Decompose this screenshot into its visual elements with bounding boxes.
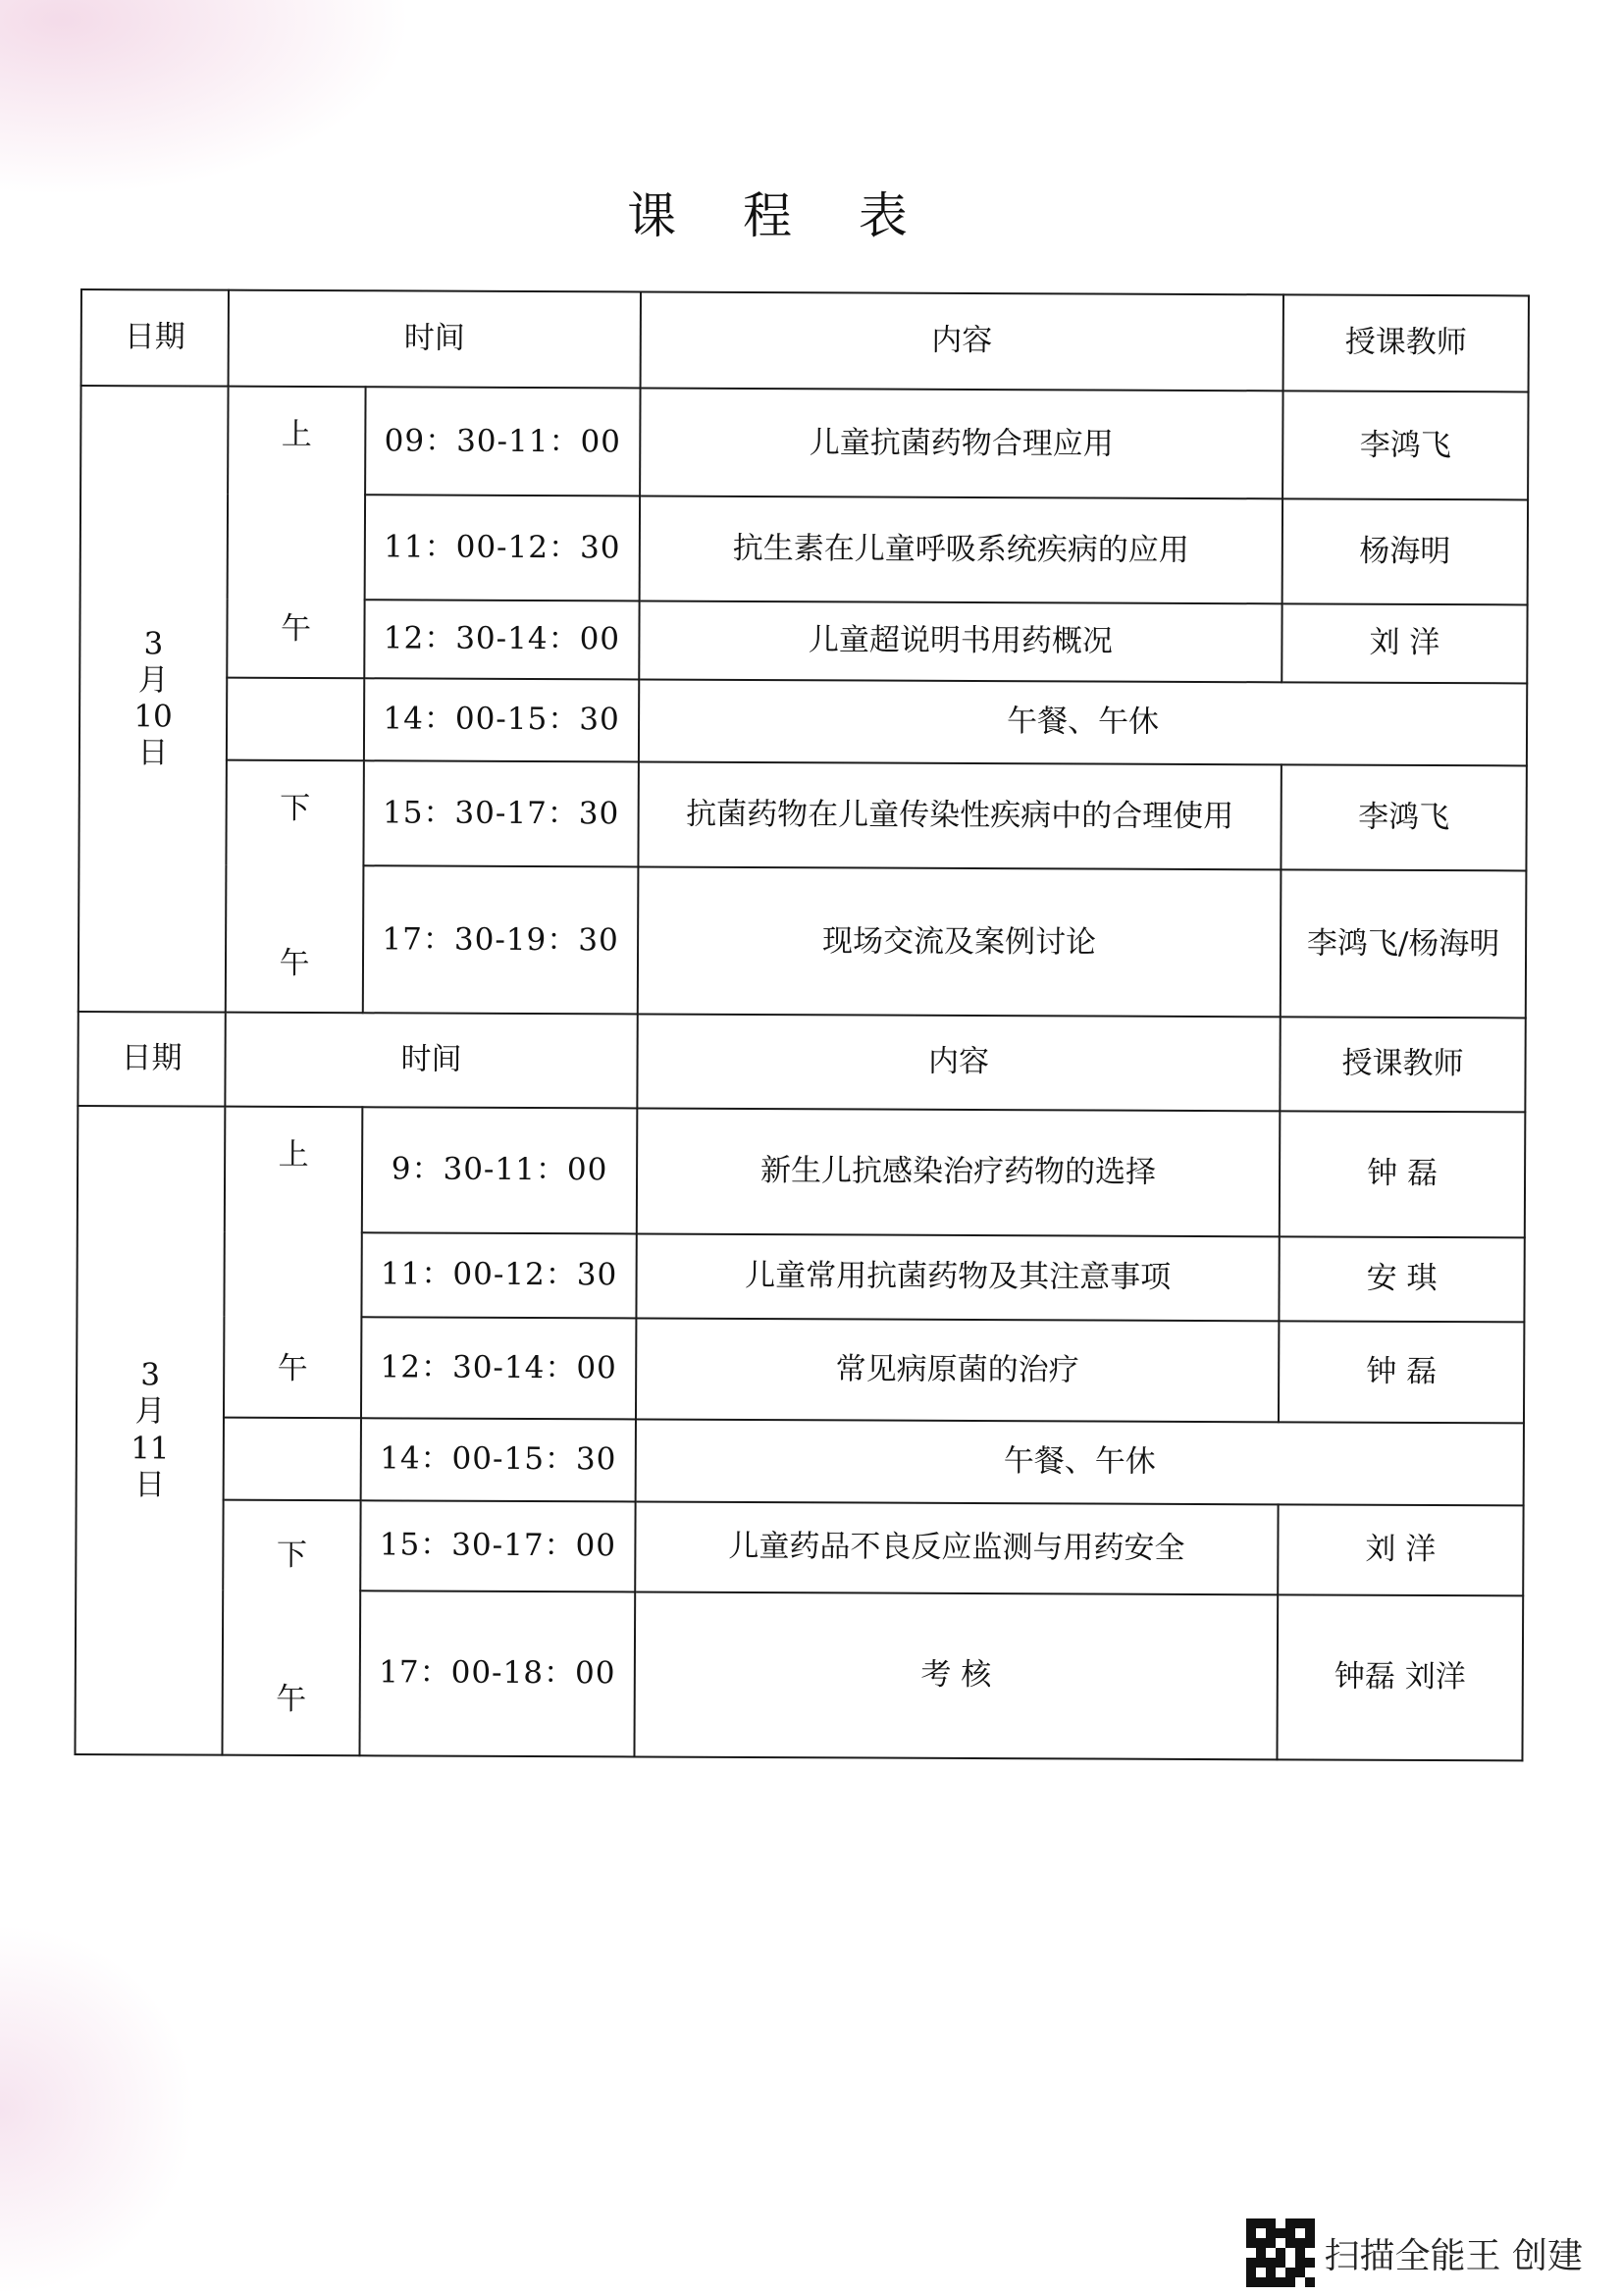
- teacher-cell: 刘 洋: [1282, 603, 1527, 683]
- teacher-cell: 李鸿飞/杨海明: [1281, 870, 1527, 1018]
- time-cell: 14：00-15：30: [364, 678, 639, 761]
- teacher-cell: 钟 磊: [1279, 1321, 1524, 1423]
- time-cell: 15：30-17：30: [363, 760, 638, 866]
- content-cell: 现场交流及案例讨论: [638, 867, 1282, 1018]
- schedule-table: [74, 288, 1530, 1761]
- time-cell: 17：30-19：30: [363, 866, 639, 1015]
- header-row: [78, 1012, 1525, 1112]
- header-teacher: 授课教师: [1283, 294, 1529, 391]
- teacher-cell: 钟磊 刘洋: [1277, 1594, 1523, 1760]
- header-content: 内容: [641, 291, 1283, 391]
- scan-tint: [0, 0, 412, 196]
- content-cell: 抗菌药物在儿童传染性疾病中的合理使用: [638, 761, 1281, 869]
- time-cell: 9：30-11：00: [362, 1107, 638, 1233]
- time-cell: 12：30-14：00: [361, 1317, 636, 1419]
- header-content: 内容: [637, 1014, 1280, 1111]
- scan-tint: [0, 1923, 196, 2296]
- table-row: [77, 1417, 1524, 1505]
- date-cell: 3 月 11 日: [75, 1106, 225, 1755]
- period-afternoon: 下 午: [226, 760, 364, 1014]
- scanner-watermark: [1246, 2219, 1583, 2286]
- page-title: 课 程 表: [627, 187, 933, 244]
- teacher-cell: 安 琪: [1279, 1236, 1524, 1323]
- content-cell: 抗生素在儿童呼吸系统疾病的应用: [640, 496, 1282, 603]
- content-cell: 午餐、午休: [639, 679, 1527, 765]
- table-row: [78, 759, 1526, 871]
- header-row: [81, 289, 1529, 391]
- table-row: [78, 1106, 1526, 1237]
- time-cell: 11：00-12：30: [361, 1232, 636, 1319]
- period-morning: 上 午: [227, 387, 365, 679]
- table-row: [79, 677, 1527, 765]
- watermark-text: 扫描全能王 创建: [1324, 2235, 1583, 2276]
- content-cell: 午餐、午休: [636, 1419, 1524, 1505]
- period-afternoon: 下 午: [222, 1500, 360, 1756]
- header-date: 日期: [81, 289, 229, 387]
- header-teacher: 授课教师: [1280, 1017, 1525, 1112]
- period-blank: [224, 1418, 361, 1501]
- period-blank: [227, 678, 364, 761]
- content-cell: 儿童抗菌药物合理应用: [640, 388, 1282, 498]
- header-time: 时间: [229, 290, 641, 389]
- time-cell: 17：00-18：00: [359, 1591, 635, 1756]
- schedule-sheet: [74, 288, 1530, 1761]
- table-row: [80, 386, 1528, 500]
- content-cell: 常见病原菌的治疗: [636, 1319, 1279, 1423]
- time-cell: 11：00-12：30: [365, 496, 640, 601]
- teacher-cell: 李鸿飞: [1282, 391, 1528, 499]
- content-cell: 儿童药品不良反应监测与用药安全: [635, 1501, 1278, 1594]
- time-cell: 09：30-11：00: [365, 387, 640, 496]
- time-cell: 15：30-17：00: [360, 1500, 635, 1592]
- header-time: 时间: [225, 1013, 637, 1109]
- teacher-cell: 李鸿飞: [1281, 764, 1526, 870]
- table-row: [76, 1499, 1523, 1595]
- content-cell: 儿童常用抗菌药物及其注意事项: [636, 1233, 1279, 1321]
- period-morning: 上 午: [224, 1107, 362, 1419]
- header-date: 日期: [78, 1012, 225, 1107]
- time-cell: 12：30-14：00: [364, 600, 639, 680]
- teacher-cell: 钟 磊: [1280, 1111, 1526, 1237]
- teacher-cell: 刘 洋: [1278, 1504, 1523, 1595]
- qr-code-icon: [1246, 2218, 1315, 2287]
- content-cell: 新生儿抗感染治疗药物的选择: [637, 1108, 1281, 1235]
- date-cell: 3 月 10 日: [78, 386, 229, 1013]
- time-cell: 14：00-15：30: [361, 1418, 636, 1501]
- content-cell: 儿童超说明书用药概况: [639, 600, 1282, 682]
- teacher-cell: 杨海明: [1282, 499, 1528, 604]
- content-cell: 考 核: [634, 1592, 1278, 1759]
